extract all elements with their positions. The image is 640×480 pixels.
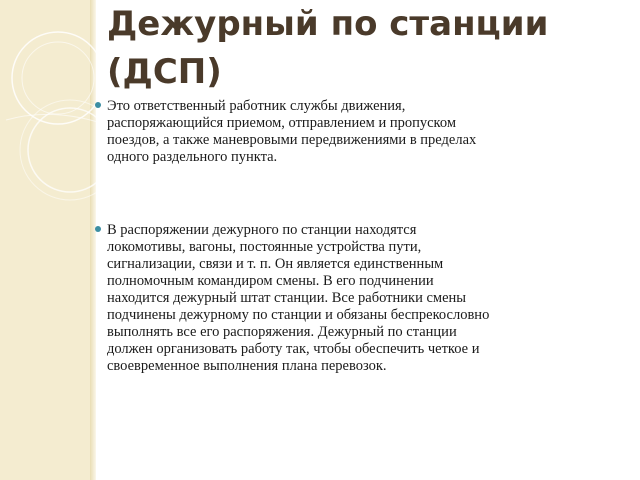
text-line: одного раздельного пункта.	[107, 149, 278, 165]
list-item	[95, 222, 595, 375]
bullet-dot-icon	[95, 102, 101, 108]
text-line: Это ответственный работник службы движения,	[107, 98, 406, 114]
text-line: своевременное выполнения плана перевозок.	[107, 358, 387, 374]
text-line: подчинены дежурному по станции и обязаны беспрекословно	[107, 307, 490, 323]
text-line: находится дежурный штат станции. Все работники смены	[107, 290, 467, 306]
text-line: сигнализации, связи и т. п. Он является единственным	[107, 256, 444, 272]
bullet-list	[95, 98, 595, 375]
text-line: распоряжающийся приемом, отправлением и пропуском	[107, 115, 457, 131]
bullet-text	[107, 222, 595, 375]
bullet-dot-icon	[95, 226, 101, 232]
title-line-2: (ДСП)	[107, 52, 222, 92]
bullet-text	[107, 98, 595, 166]
list-item	[95, 98, 595, 166]
text-line: В распоряжении дежурного по станции находятся	[107, 222, 417, 238]
text-line: должен организовать работу так, чтобы обеспечить четкое и	[107, 341, 480, 357]
title-line-1: Дежурный по станции	[107, 4, 549, 44]
text-line: полномочным командиром смены. В его подчинении	[107, 273, 434, 289]
text-line: поездов, а также маневровыми передвижениями в пределах	[107, 132, 477, 148]
text-line: выполнять все его распоряжения. Дежурный по станции	[107, 324, 457, 340]
text-line: локомотивы, вагоны, постоянные устройства пути,	[107, 239, 422, 255]
slide-title	[107, 0, 627, 96]
